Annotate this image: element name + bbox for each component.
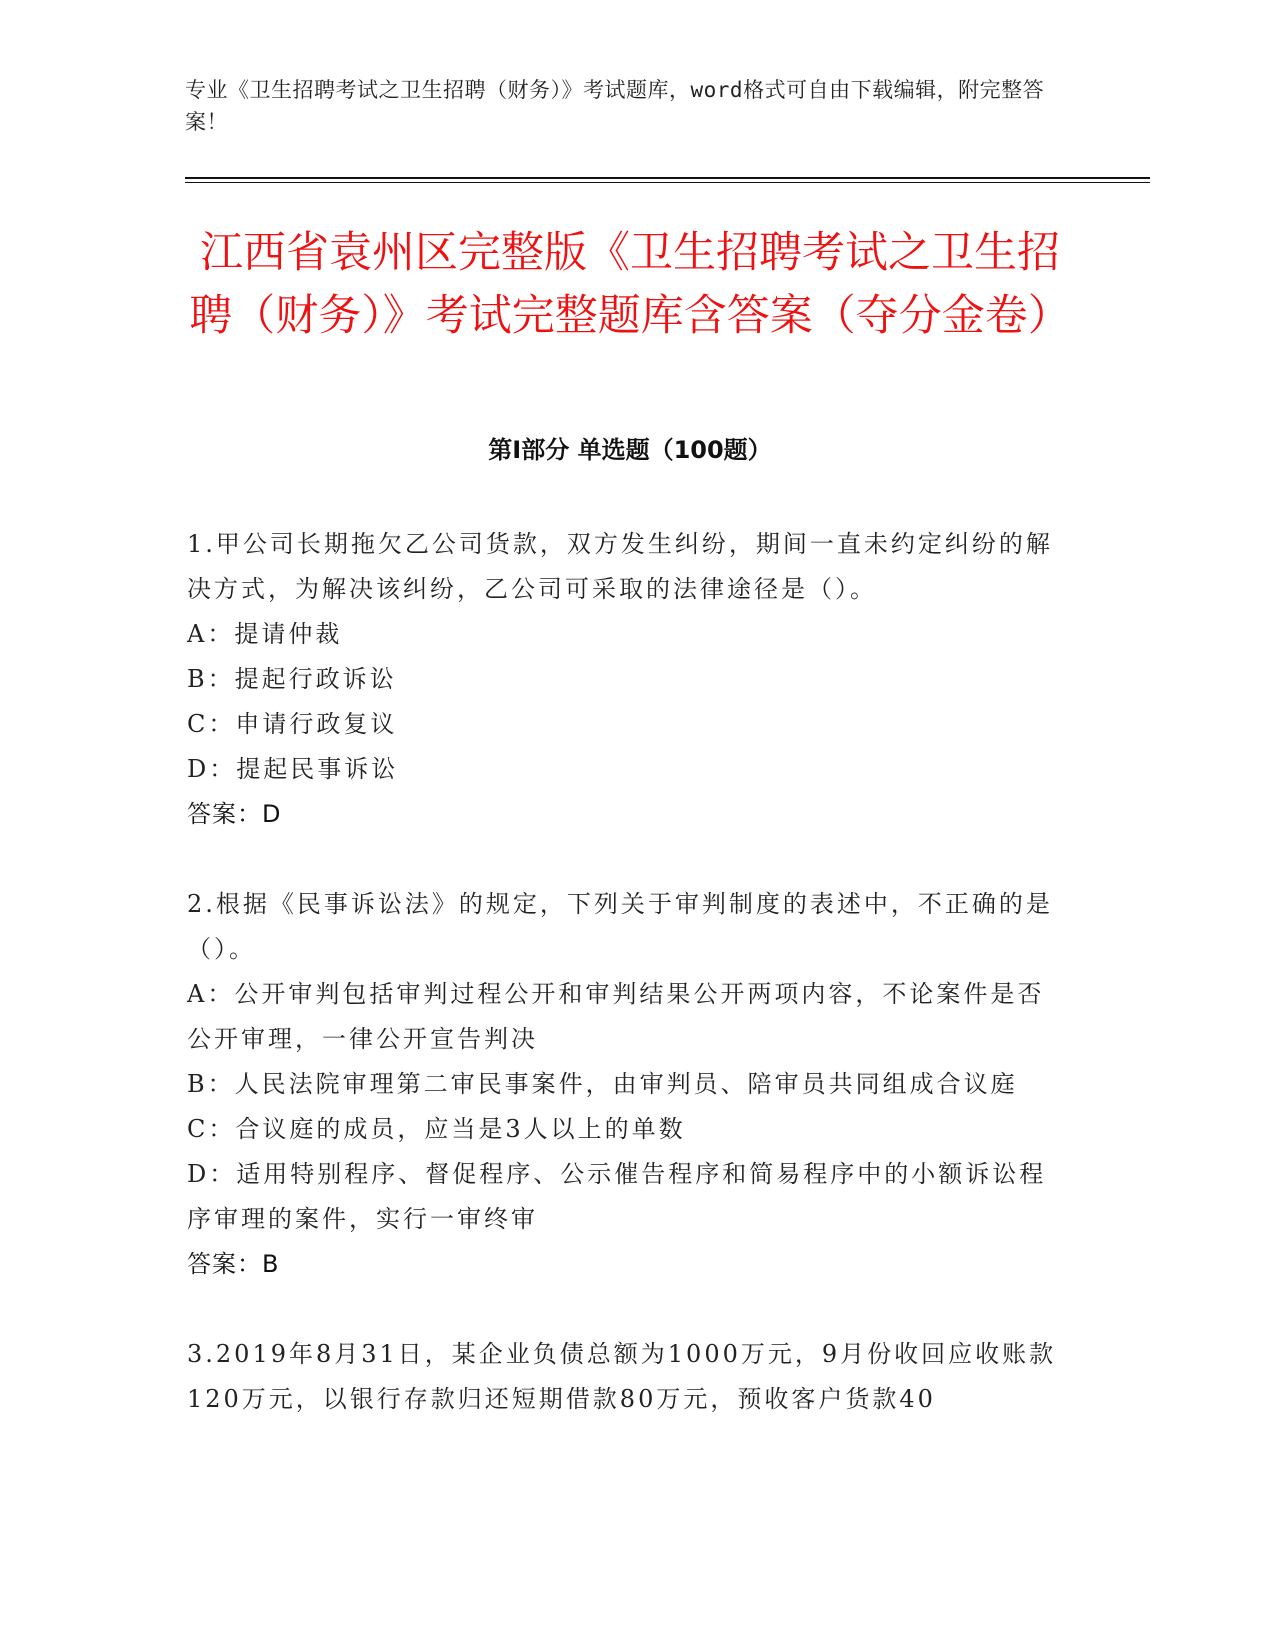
option-b: B：人民法院审理第二审民事案件，由审判员、陪审员共同组成合议庭: [187, 1070, 1018, 1098]
header-note: 专业《卫生招聘考试之卫生招聘（财务）》考试题库，word格式可自由下载编辑，附完整答案！: [185, 78, 1045, 134]
question-3: [187, 1332, 1067, 1422]
question-list: [187, 522, 1067, 1467]
option-d: D：提起民事诉讼: [187, 755, 399, 783]
section-heading: 第Ⅰ部分 单选题（100题）: [488, 436, 772, 464]
answer-label: 答案：B: [187, 1250, 280, 1278]
question-stem: 2.根据《民事诉讼法》的规定，下列关于审判制度的表述中，不正确的是（）。: [187, 890, 1053, 963]
question-1: [187, 522, 1067, 837]
question-2: [187, 882, 1067, 1287]
document-title: 江西省袁州区完整版《卫生招聘考试之卫生招聘（财务）》考试完整题库含答案（夺分金卷）: [189, 228, 1071, 341]
header-divider: [185, 177, 1150, 179]
question-stem: 1.甲公司长期拖欠乙公司货款，双方发生纠纷，期间一直未约定纠纷的解决方式，为解决该纠纷，乙公司可采取的法律途径是（）。: [187, 530, 1053, 603]
option-a: A：公开审判包括审判过程公开和审判结果公开两项内容，不论案件是否公开审理，一律公开宣告判决: [187, 980, 1045, 1053]
option-c: C：申请行政复议: [187, 710, 398, 738]
option-c: C：合议庭的成员，应当是3人以上的单数: [187, 1115, 686, 1143]
option-a: A：提请仲裁: [187, 620, 343, 648]
option-b: B：提起行政诉讼: [187, 665, 397, 693]
header-divider-thin: [185, 182, 1150, 183]
option-d: D：适用特别程序、督促程序、公示催告程序和简易程序中的小额诉讼程序审理的案件，实行一审终审: [187, 1160, 1047, 1233]
answer-label: 答案：D: [187, 800, 282, 828]
question-stem: 3.2019年8月31日，某企业负债总额为1000万元，9月份收回应收账款120万元，以银行存款归还短期借款80万元，预收客户货款40: [187, 1340, 1057, 1413]
